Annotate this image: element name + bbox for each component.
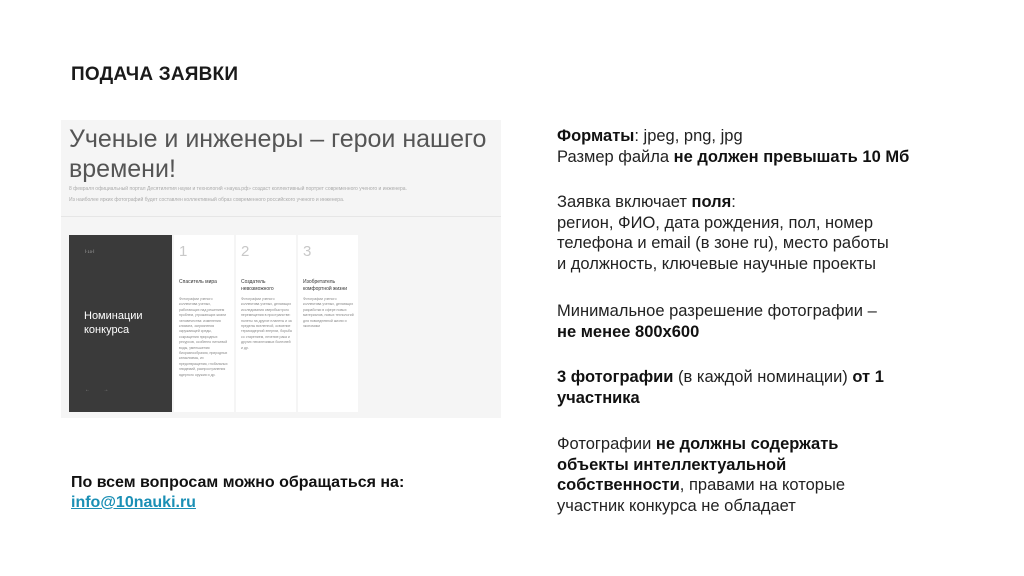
formats-label: Форматы	[557, 127, 635, 145]
fields-line: регион, ФИО, дата рождения, пол, номер	[557, 213, 873, 232]
fields-line: и должность, ключевые научные проекты	[557, 254, 876, 273]
nomination-card-2	[236, 235, 296, 412]
ip-bold-2: объекты интеллектуальной	[557, 455, 787, 474]
nomination-number: 2	[241, 243, 250, 260]
nomination-name: Изобретатель комфортной жизни	[303, 279, 348, 292]
fields-colon: :	[731, 193, 736, 211]
ip-rest-1: , правами на которые	[679, 476, 846, 494]
nominations-card	[69, 235, 172, 412]
fields-block	[557, 192, 889, 274]
nomination-body: Фотографии ученого коллектива ученых, делающих разработки в сфере новых материалов, новых технологий для повседневной жизни и экономики	[303, 297, 354, 329]
photos-mid: (в каждой номинации)	[673, 368, 853, 386]
nomination-body: Фотографии ученого коллектива ученых, работающих над решением проблем, угрожающих жизни человечества: изменения климата, загрязнения окружающей среды, сокращения природных ресурсов, особенно питьевой воды, уменьшения биоразнообразия, природных катаклизмы, их предотвращения, глобальных эпидемий, распространения ядерного оружия и др.	[179, 297, 228, 377]
nomination-name: Создатель невозможного	[241, 279, 274, 292]
screenshot-divider	[61, 216, 501, 217]
photos-from: от 1	[852, 368, 884, 386]
fields-label: поля	[691, 193, 732, 211]
fields-line: телефона и email (в зоне ru), место работы	[557, 234, 889, 252]
photos-count: 3 фотографии	[557, 368, 674, 386]
contact-email-link[interactable]: info@10nauki.ru	[71, 494, 196, 511]
carousel-arrows[interactable]: ← →	[85, 387, 115, 393]
size-prefix: Размер файла	[557, 147, 674, 166]
ip-rest-2: участник конкурса не обладает	[557, 496, 796, 515]
ip-block	[557, 434, 845, 516]
ip-bold-1: не должны содержать	[655, 435, 839, 453]
nominations-title: Номинации конкурса	[84, 310, 143, 336]
photos-block	[557, 367, 884, 408]
formats-value: : jpeg, png, jpg	[634, 127, 743, 145]
resolution-value: не менее 800х600	[557, 322, 700, 341]
contact-label: По всем вопросам можно обращаться на:	[71, 474, 405, 491]
nomination-card-1	[174, 235, 234, 412]
nomination-body: Фотографии ученого коллектива ученых, делающих исследования сверхбыстрого перемещения в пространстве: полеты на другие планеты и за пределы вселенной, освоение термоядерной энергии, борьба со старением, лечение рака и других неизлечимых болезней и др.	[241, 297, 292, 350]
resolution-text: Минимальное разрешение фотографии –	[557, 302, 877, 320]
screenshot-description-line: Из наиболее ярких фотографий будет составлен коллективный образ современного российского ученого и инженера.	[69, 197, 345, 203]
formats-block	[557, 126, 909, 167]
screenshot-headline: Ученые и инженеры – герои нашего времени!	[69, 125, 487, 183]
contact-block	[71, 473, 404, 513]
ip-bold-3: собственности	[557, 476, 680, 494]
nomination-number: 1	[179, 243, 188, 260]
nomination-name: Спаситель мира	[179, 279, 217, 285]
screenshot-description	[69, 184, 499, 206]
nomination-card-3	[298, 235, 358, 412]
screenshot-description-line: 8 февраля официальный портал Десятилетия науки и технологий «наука.рф» создаст коллективный портрет современного ученого и инженера.	[69, 186, 407, 192]
website-screenshot	[61, 120, 501, 418]
site-logo: Ⅰ·10·Ⅰ	[85, 249, 95, 254]
fields-prefix: Заявка включает	[557, 193, 692, 211]
size-limit: не должен превышать 10 Мб	[673, 147, 910, 166]
nomination-number: 3	[303, 243, 312, 260]
slide-title: ПОДАЧА ЗАЯВКИ	[71, 64, 239, 85]
photos-participant: участника	[557, 388, 640, 407]
ip-prefix: Фотографии	[557, 435, 656, 453]
resolution-block	[557, 301, 877, 342]
